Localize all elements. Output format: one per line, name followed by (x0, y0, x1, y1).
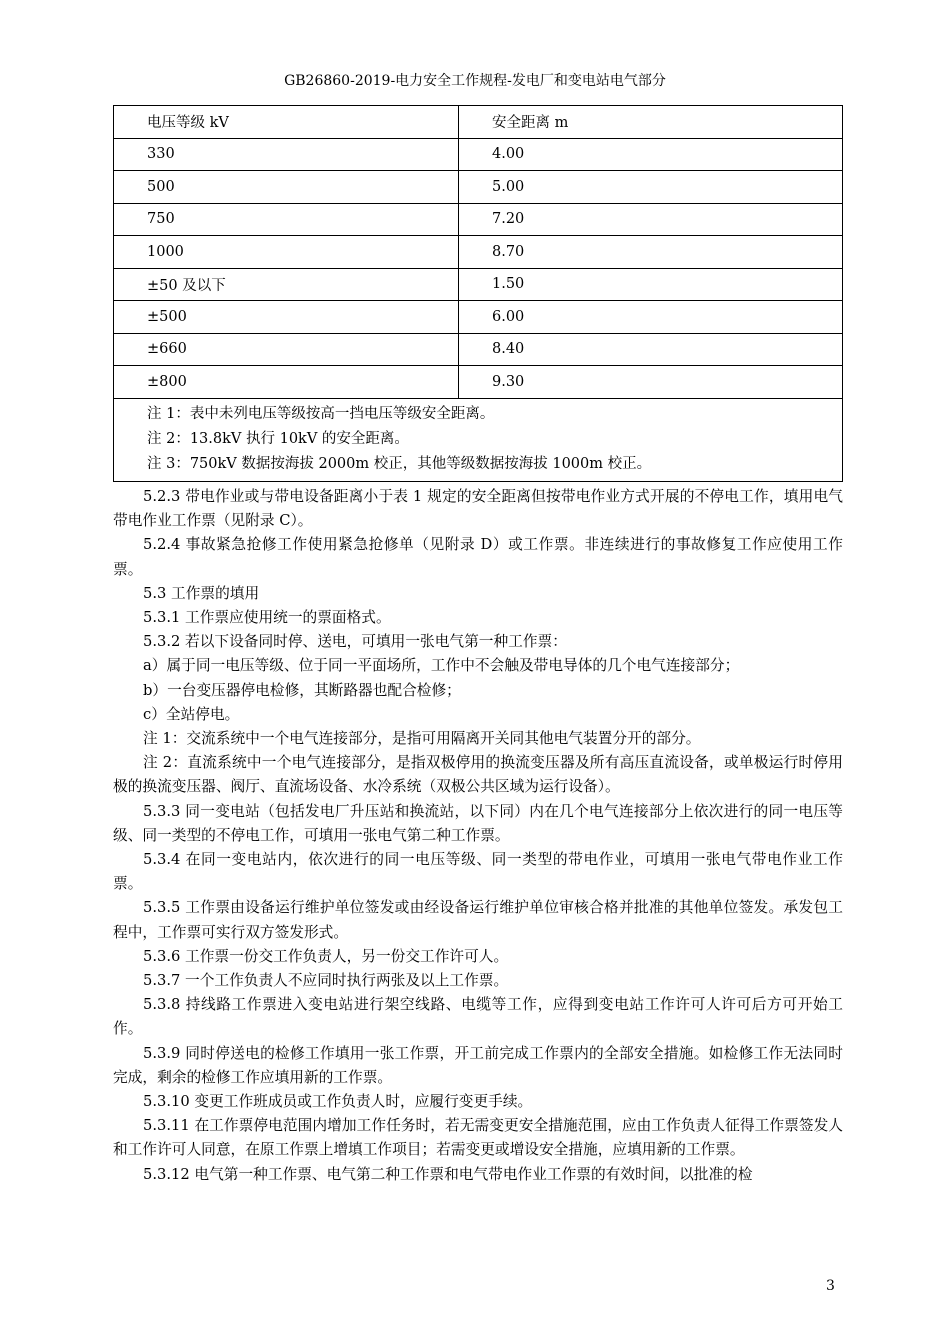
table-row (114, 301, 843, 334)
table-note: 注 3：750kV 数据按海拔 2000m 校正，其他等级数据按海拔 1000m 校正。 (147, 455, 652, 472)
table-row (114, 138, 843, 171)
table-header-row (114, 106, 843, 139)
table-notes-cell (114, 398, 843, 481)
distance-cell: 5.00 (459, 171, 843, 204)
note-2: 注 2：直流系统中一个电气连接部分，是指双极停用的换流变压器及所有高压直流设备，或单极运行时停用极的换流变压器、阀厅、直流场设备、水冷系统（双极公共区域为运行设备）。 (113, 754, 843, 796)
table-notes-row (114, 398, 843, 481)
list-item-c: c）全站停电。 (143, 705, 240, 723)
distance-cell: 6.00 (459, 301, 843, 334)
page-number: 3 (826, 1278, 835, 1294)
voltage-cell: ±500 (114, 301, 459, 334)
clause-5-3-9: 5.3.9 同时停送电的检修工作填用一张工作票，开工前完成工作票内的全部安全措施。如检修工作无法同时完成，剩余的检修工作应填用新的工作票。 (113, 1044, 843, 1086)
table-row (114, 268, 843, 301)
distance-cell: 8.70 (459, 236, 843, 269)
table-note: 注 2：13.8kV 执行 10kV 的安全距离。 (147, 430, 409, 447)
note-1: 注 1：交流系统中一个电气连接部分，是指可用隔离开关同其他电气装置分开的部分。 (143, 730, 701, 748)
table-row (114, 171, 843, 204)
table-row (114, 366, 843, 399)
table-row (114, 333, 843, 366)
list-item-a: a）属于同一电压等级、位于同一平面场所，工作中不会触及带电导体的几个电气连接部分； (143, 657, 740, 675)
distance-cell: 1.50 (459, 268, 843, 301)
clause-5-3-8: 5.3.8 持线路工作票进入变电站进行架空线路、电缆等工作，应得到变电站工作许可人许可后方可开始工作。 (113, 996, 843, 1038)
clause-5-3-1: 5.3.1 工作票应使用统一的票面格式。 (143, 609, 391, 627)
column-header-voltage: 电压等级 kV (114, 106, 459, 139)
clause-5-3-3: 5.3.3 同一变电站（包括发电厂升压站和换流站，以下同）内在几个电气连接部分上依次进行的同一电压等级、同一类型的不停电工作，可填用一张电气第二种工作票。 (113, 802, 843, 844)
distance-cell: 8.40 (459, 333, 843, 366)
clause-5-3-6: 5.3.6 工作票一份交工作负责人，另一份交工作许可人。 (143, 947, 509, 965)
page-header: GB26860-2019-电力安全工作规程-发电厂和变电站电气部分 (284, 73, 666, 89)
list-item-b: b）一台变压器停电检修，其断路器也配合检修； (143, 681, 461, 699)
voltage-cell: 330 (114, 138, 459, 171)
voltage-cell: 750 (114, 203, 459, 236)
clause-5-2-4: 5.2.4 事故紧急抢修工作使用紧急抢修单（见附录 D）或工作票。非连续进行的事故修复工作应使用工作票。 (113, 536, 843, 578)
distance-cell: 7.20 (459, 203, 843, 236)
clause-5-3-7: 5.3.7 一个工作负责人不应同时执行两张及以上工作票。 (143, 972, 509, 990)
clause-5-3-2: 5.3.2 若以下设备同时停、送电，可填用一张电气第一种工作票： (143, 633, 567, 651)
voltage-cell: 500 (114, 171, 459, 204)
distance-cell: 9.30 (459, 366, 843, 399)
clause-5-3-12: 5.3.12 电气第一种工作票、电气第二种工作票和电气带电作业工作票的有效时间，以批准的检 (143, 1165, 753, 1183)
table-note: 注 1：表中未列电压等级按高一挡电压等级安全距离。 (147, 405, 495, 422)
clause-5-3-5: 5.3.5 工作票由设备运行维护单位签发或由经设备运行维护单位审核合格并批准的其他单位签发。承发包工程中，工作票可实行双方签发形式。 (113, 899, 843, 941)
voltage-cell: ±50 及以下 (114, 268, 459, 301)
table-row (114, 203, 843, 236)
section-heading-5-3: 5.3 工作票的填用 (143, 584, 260, 602)
voltage-cell: ±800 (114, 366, 459, 399)
column-header-distance: 安全距离 m (459, 106, 843, 139)
table-row (114, 236, 843, 269)
voltage-cell: ±660 (114, 333, 459, 366)
distance-cell: 4.00 (459, 138, 843, 171)
clause-5-3-10: 5.3.10 变更工作班成员或工作负责人时，应履行变更手续。 (143, 1093, 533, 1111)
clause-5-3-11: 5.3.11 在工作票停电范围内增加工作任务时，若无需变更安全措施范围，应由工作负责人征得工作票签发人和工作许可人同意，在原工作票上增填工作项目；若需变更或增设安全措施，应填用新的工作票。 (113, 1117, 843, 1159)
voltage-cell: 1000 (114, 236, 459, 269)
body-text (113, 485, 843, 1187)
clause-5-3-4: 5.3.4 在同一变电站内，依次进行的同一电压等级、同一类型的带电作业，可填用一张电气带电作业工作票。 (113, 851, 843, 893)
safety-distance-table (113, 105, 843, 482)
clause-5-2-3: 5.2.3 带电作业或与带电设备距离小于表 1 规定的安全距离但按带电作业方式开展的不停电工作，填用电气带电作业工作票（见附录 C）。 (113, 488, 843, 530)
